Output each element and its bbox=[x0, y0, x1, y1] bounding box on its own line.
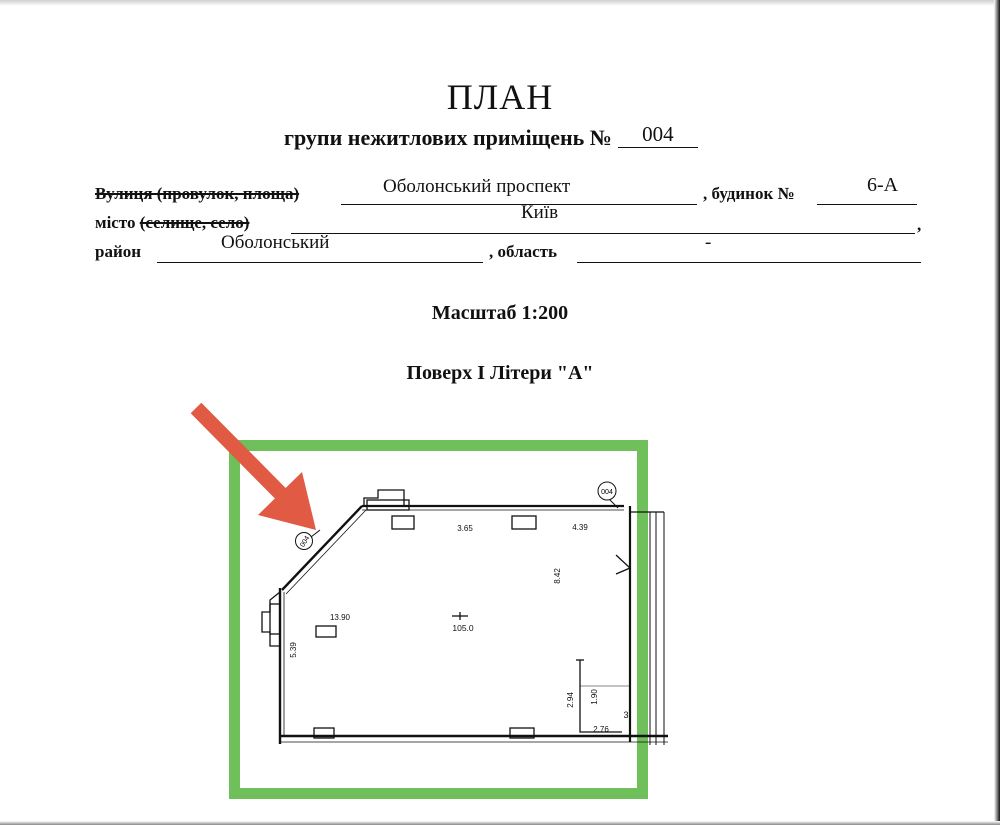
street-value: Оболонський проспект bbox=[383, 176, 571, 197]
dim-left-side: 5.39 bbox=[289, 642, 298, 658]
dim-bottom-right: 2.76 bbox=[593, 725, 609, 734]
callout-top bbox=[598, 482, 618, 508]
subtitle-text: групи нежитлових приміщень № bbox=[284, 125, 612, 150]
dim-right: 8.42 bbox=[553, 568, 562, 584]
dim-left-top: 13.90 bbox=[329, 613, 351, 622]
dim-top-middle: 3.65 bbox=[457, 524, 473, 533]
district-value: Оболонський bbox=[221, 232, 330, 253]
city-value: Київ bbox=[521, 202, 559, 223]
region-value: - bbox=[705, 232, 712, 253]
street-label: Вулиця (провулок, площа) bbox=[95, 184, 300, 203]
dim-small-a: 2.94 bbox=[566, 692, 575, 708]
scale-label: Масштаб 1:200 bbox=[431, 302, 569, 324]
region-label: , область bbox=[489, 242, 557, 261]
callout-left-label: 004 bbox=[299, 534, 312, 549]
city-label-struck: (селище, село) bbox=[139, 213, 250, 232]
city-label-prefix: місто bbox=[95, 213, 136, 232]
red-arrow-icon bbox=[196, 408, 316, 530]
house-label: , будинок № bbox=[703, 184, 795, 203]
city-trailing-comma: , bbox=[917, 215, 922, 234]
callout-top-label: 004 bbox=[601, 489, 613, 496]
group-number: 004 bbox=[618, 122, 698, 148]
dim-top-right: 4.39 bbox=[572, 523, 588, 532]
district-label: район bbox=[95, 242, 142, 261]
callout-left bbox=[296, 530, 321, 550]
plan-labels bbox=[289, 523, 629, 734]
right-mark: 3 bbox=[623, 710, 629, 720]
house-value: 6-А bbox=[867, 174, 899, 196]
page-title: ПЛАН bbox=[446, 77, 554, 117]
dim-small-b: 1.90 bbox=[590, 689, 599, 705]
floor-label: Поверх І Літери "А" bbox=[406, 362, 594, 384]
area-label: 105.0 bbox=[452, 623, 474, 633]
